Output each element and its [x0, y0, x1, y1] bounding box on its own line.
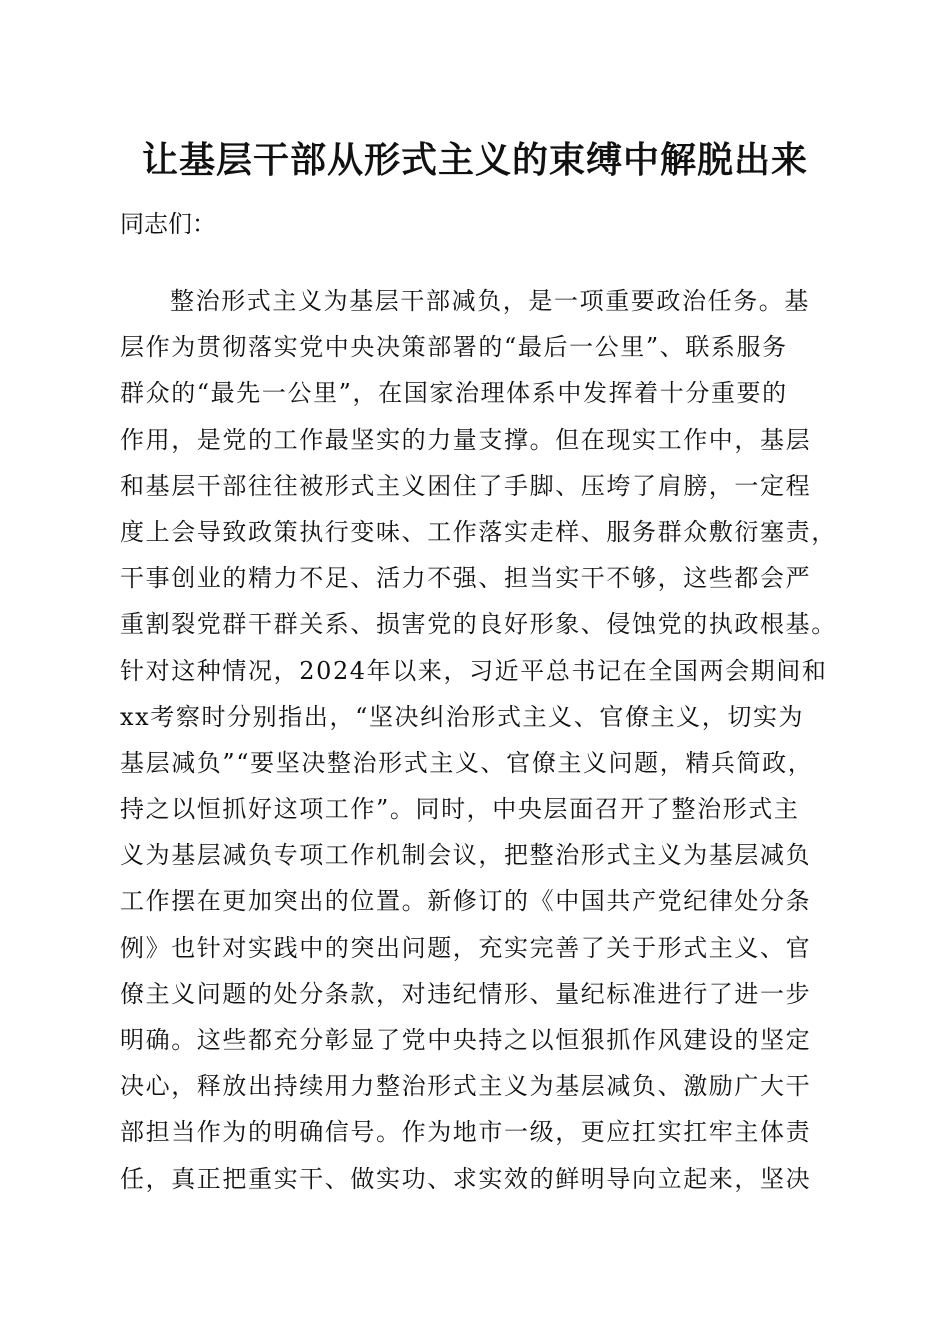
body-paragraph [120, 278, 837, 1202]
paragraph-line: 度上会导致政策执行变味、工作落实走样、服务群众敷衍塞责， [120, 517, 837, 546]
paragraph-line: 群众的“最先一公里”，在国家治理体系中发挥着十分重要的 [120, 379, 788, 408]
paragraph-line: 层作为贯彻落实党中央决策部署的“最后一公里”、联系服务 [120, 333, 788, 362]
paragraph-line: 任，真正把重实干、做实功、求实效的鲜明导向立起来，坚决 [120, 1164, 812, 1193]
paragraph-line: 重割裂党群干群关系、损害党的良好形象、侵蚀党的执政根基。 [120, 610, 837, 639]
paragraph-line: 干事创业的精力不足、活力不强、担当实干不够，这些都会严 [120, 564, 812, 593]
paragraph-line: 和基层干部往往被形式主义困住了手脚、压垮了肩膀，一定程 [120, 471, 812, 500]
paragraph-line: 持之以恒抓好这项工作”。同时，中央层面召开了整治形式主 [120, 795, 800, 824]
paragraph-line: 僚主义问题的处分条款，对违纪情形、量纪标准进行了进一步 [120, 979, 812, 1008]
document-title: 让基层干部从形式主义的束缚中解脱出来 [141, 139, 808, 181]
paragraph-line: 部担当作为的明确信号。作为地市一级，更应扛实扛牢主体责 [120, 1118, 812, 1147]
paragraph-line: 例》也针对实践中的突出问题，充实完善了关于形式主义、官 [120, 933, 812, 962]
paragraph-line: 明确。这些都充分彰显了党中央持之以恒狠抓作风建设的坚定 [120, 1026, 812, 1054]
paragraph-line: 决心，释放出持续用力整治形式主义为基层减负、激励广大干 [120, 1072, 812, 1101]
paragraph-line: 整治形式主义为基层干部减负，是一项重要政治任务。基 [170, 287, 810, 315]
paragraph-line: 针对这种情况，2024年以来，习近平总书记在全国两会期间和 [120, 656, 828, 685]
paragraph-line: 工作摆在更加突出的位置。新修订的《中国共产党纪律处分条 [120, 887, 812, 916]
paragraph-line: 作用，是党的工作最坚实的力量支撑。但在现实工作中，基层 [120, 425, 812, 454]
salutation: 同志们： [120, 210, 216, 238]
paragraph-line: 基层减负”“要坚决整治形式主义、官僚主义问题，精兵简政， [120, 748, 814, 777]
paragraph-line: xx考察时分别指出，“坚决纠治形式主义、官僚主义，切实为 [120, 702, 805, 731]
paragraph-line: 义为基层减负专项工作机制会议，把整治形式主义为基层减负 [120, 841, 812, 870]
